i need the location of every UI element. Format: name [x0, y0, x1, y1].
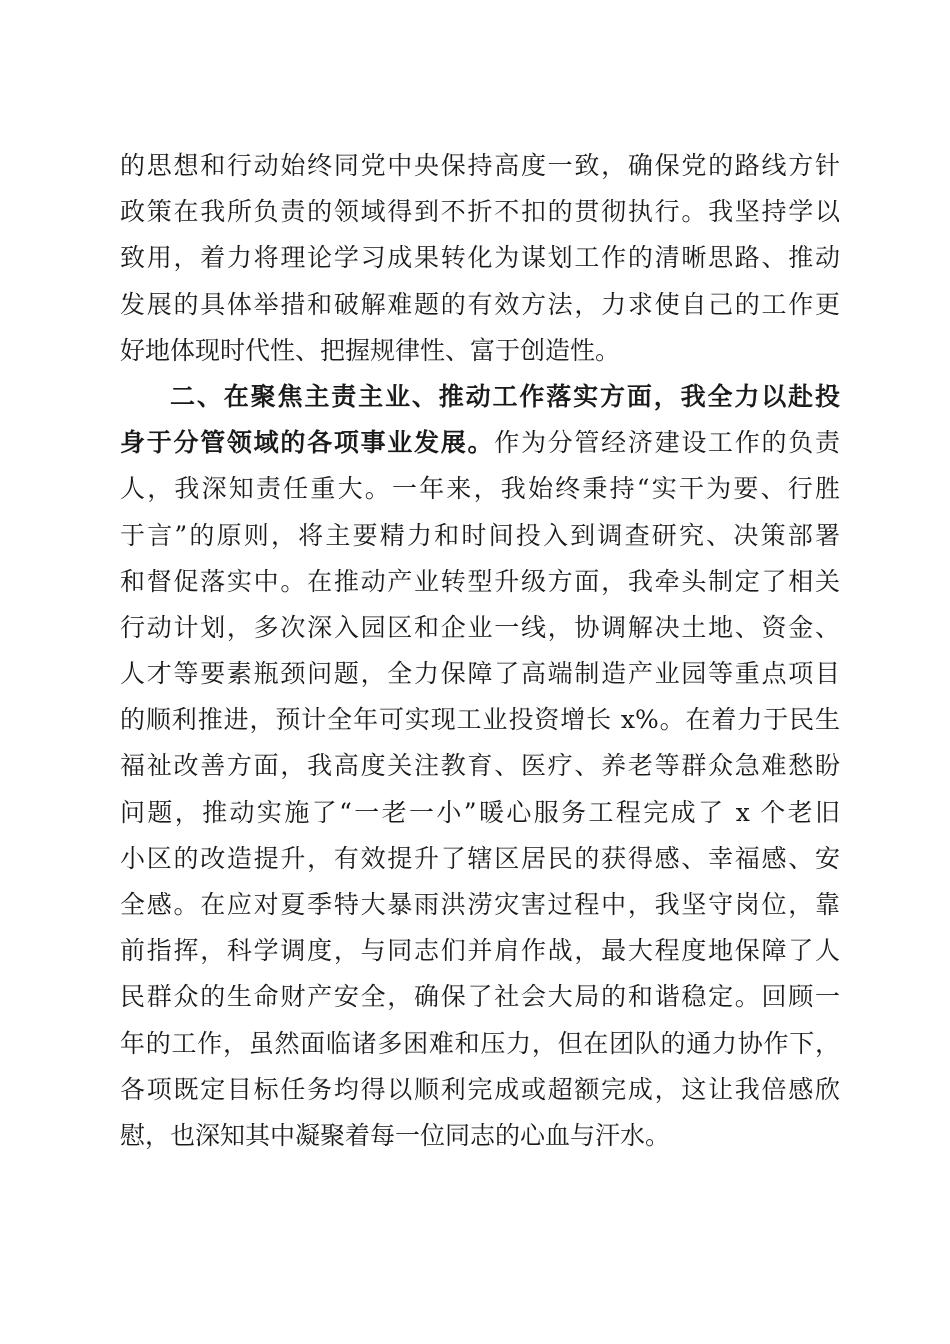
paragraph-line: 的思想和行动始终同党中央保持高度一致，确保党的路线方针 [120, 151, 840, 180]
paragraph-1 [120, 143, 840, 374]
paragraph-line: 小区的改造提升，有效提升了辖区居民的获得感、幸福感、安 [120, 843, 840, 873]
document-body [120, 143, 840, 1159]
paragraph-line: 的顺利推进，预计全年可实现工业投资增长 x%。在着力于民生 [120, 705, 840, 735]
paragraph-line: 福祉改善方面，我高度关注教育、医疗、养老等群众急难愁盼 [120, 751, 840, 781]
paragraph-line: 发展的具体举措和破解难题的有效方法，力求使自己的工作更 [120, 289, 840, 319]
paragraph-line: 问题，推动实施了“一老一小”暖心服务工程完成了 x 个老旧 [120, 797, 840, 827]
paragraph-line: 于言”的原则，将主要精力和时间投入到调查研究、决策部署 [120, 520, 840, 550]
paragraph-text: 作为分管经济建设工作的负责 [494, 428, 840, 458]
paragraph-line: 致用，着力将理论学习成果转化为谋划工作的清晰思路、推动 [120, 243, 840, 273]
paragraph-line: 全感。在应对夏季特大暴雨洪涝灾害过程中，我坚守岗位，靠 [120, 890, 840, 919]
paragraph-line: 民群众的生命财产安全，确保了社会大局的和谐稳定。回顾一 [120, 982, 840, 1012]
paragraph-line: 前指挥，科学调度，与同志们并肩作战，最大程度地保障了人 [120, 936, 840, 966]
paragraph-line: 年的工作，虽然面临诸多困难和压力，但在团队的通力协作下， [120, 1028, 840, 1058]
section-heading: 二、在聚焦主责主业、推动工作落实方面，我全力以赴投 [170, 381, 840, 411]
paragraph-line: 人，我深知责任重大。一年来，我始终秉持“实干为要、行胜 [120, 474, 840, 504]
section-heading-continuation: 身于分管领域的各项事业发展。 [120, 428, 495, 458]
paragraph-line: 和督促落实中。在推动产业转型升级方面，我牵头制定了相关 [120, 566, 840, 596]
paragraph-2 [120, 374, 840, 1159]
paragraph-line: 人才等要素瓶颈问题，全力保障了高端制造产业园等重点项目 [120, 659, 840, 689]
paragraph-line: 行动计划，多次深入园区和企业一线，协调解决土地、资金、 [120, 612, 840, 642]
paragraph-line: 各项既定目标任务均得以顺利完成或超额完成，这让我倍感欣 [120, 1074, 840, 1104]
paragraph-line: 政策在我所负责的领域得到不折不扣的贯彻执行。我坚持学以 [120, 197, 840, 227]
paragraph-line [120, 420, 840, 466]
paragraph-line: 慰，也深知其中凝聚着每一位同志的心血与汗水。 [120, 1120, 671, 1150]
paragraph-line: 好地体现时代性、把握规律性、富于创造性。 [120, 335, 621, 365]
